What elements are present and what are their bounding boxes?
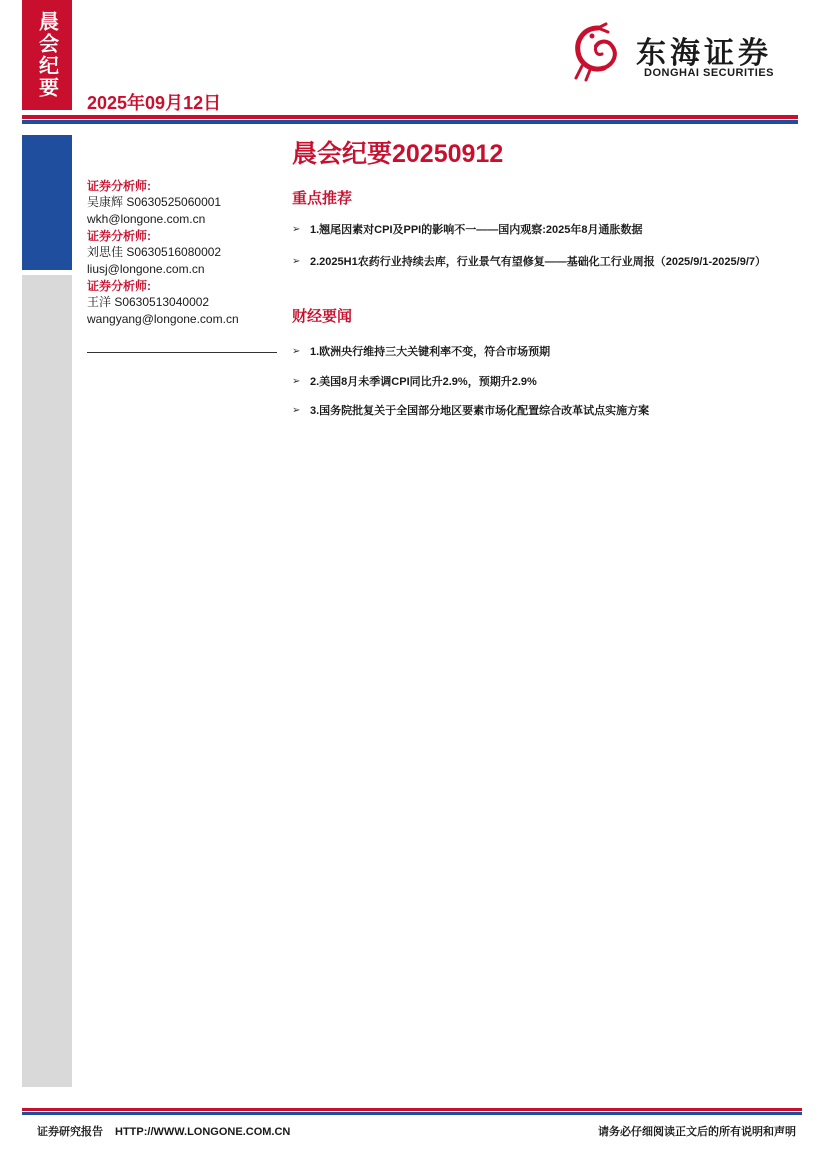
analyst-label: 证券分析师: (87, 279, 151, 293)
list-item-text: 3.国务院批复关于全国部分地区要素市场化配置综合改革试点实施方案 (310, 405, 650, 417)
list-item-text: 2.美国8月未季调CPI同比升2.9%，预期升2.9% (310, 376, 537, 388)
footer-rule-red (22, 1108, 802, 1111)
header-rule-blue (22, 120, 798, 124)
footer-url-link[interactable]: HTTP://WWW.LONGONE.COM.CN (115, 1126, 291, 1138)
analyst-name-id: 王洋 S0630513040002 (87, 295, 210, 309)
analyst-entry (87, 228, 277, 278)
logo-chinese-name: 东海证券 (636, 37, 772, 70)
section-title-news: 财经要闻 (292, 308, 353, 325)
analyst-entry (87, 178, 277, 228)
list-item[interactable] (292, 221, 802, 239)
analyst-label: 证券分析师: (87, 229, 151, 243)
section-title-highlights: 重点推荐 (292, 190, 353, 207)
section-tab (22, 0, 72, 110)
arrow-bullet-icon: ➢ (292, 405, 301, 416)
page-title: 晨会纪要20250912 (292, 140, 504, 168)
arrow-bullet-icon: ➢ (292, 346, 301, 357)
sidebar-blue-block (22, 135, 72, 270)
list-item[interactable] (292, 402, 802, 420)
analyst-list (87, 178, 277, 328)
analyst-label: 证券分析师: (87, 179, 151, 193)
logo-english-name: DONGHAI SECURITIES (644, 67, 775, 79)
analyst-name-id: 吴康辉 S0630525060001 (87, 195, 222, 209)
arrow-bullet-icon: ➢ (292, 376, 301, 387)
section-tab-label: 晨会纪要 (35, 11, 58, 99)
list-item-text: 1.翘尾因素对CPI及PPI的影响不一——国内观察:2025年8月通胀数据 (310, 224, 643, 236)
dragon-logo-icon (568, 22, 624, 82)
analyst-name-id: 刘思佳 S0630516080002 (87, 245, 222, 259)
arrow-bullet-icon: ➢ (292, 224, 301, 235)
arrow-bullet-icon: ➢ (292, 256, 301, 267)
footer-left (37, 1123, 290, 1139)
report-date: 2025年09月12日 (87, 93, 222, 113)
footer-rule-blue (22, 1112, 802, 1115)
list-item[interactable] (292, 253, 802, 271)
list-item[interactable] (292, 343, 802, 361)
header-rule-red (22, 115, 798, 119)
sidebar-gray-block (22, 275, 72, 1087)
list-item-text: 1.欧洲央行维持三大关键利率不变，符合市场预期 (310, 346, 551, 358)
list-item[interactable] (292, 373, 802, 391)
footer-disclaimer: 请务必仔细阅读正文后的所有说明和声明 (598, 1126, 796, 1138)
analyst-email[interactable]: wkh@longone.com.cn (87, 212, 206, 226)
list-item-text: 2.2025H1农药行业持续去库，行业景气有望修复——基础化工行业周报（2025/9/1-2025/9/7） (310, 256, 767, 268)
footer-report-label: 证券研究报告 (37, 1126, 103, 1138)
analyst-entry (87, 278, 277, 328)
analyst-email[interactable]: liusj@longone.com.cn (87, 262, 205, 276)
analyst-email[interactable]: wangyang@longone.com.cn (87, 312, 239, 326)
analyst-divider (87, 352, 277, 353)
